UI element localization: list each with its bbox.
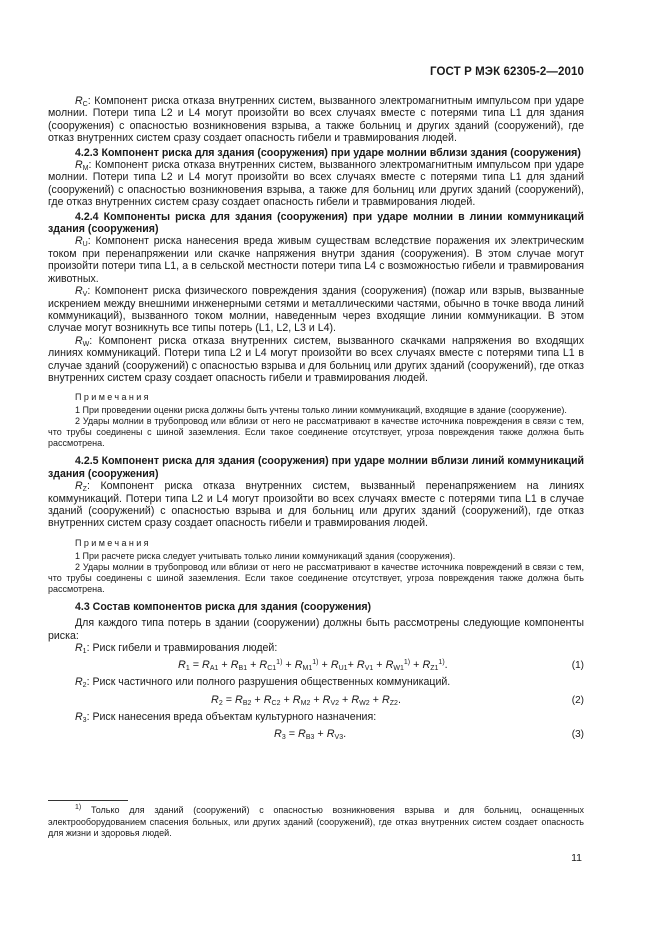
symbol-r: R: [75, 235, 83, 248]
symbol-sub: C: [82, 101, 88, 108]
notes-title: Примечания: [75, 537, 151, 548]
symbol-sub: 2: [82, 682, 87, 690]
symbol-sub: Z: [82, 486, 87, 494]
symbol-r: R: [75, 95, 83, 107]
section-heading-4-2-3: 4.2.3 Компонент риска для здания (сооружения) при ударе молнии вблизи здания (сооружения): [75, 146, 581, 159]
section-heading-4-2-4: 4.2.4 Компоненты риска для здания (сооружения) при ударе молнии в линии коммуникаций здания (сооружения): [48, 210, 584, 236]
paragraph-r2: [48, 676, 584, 688]
equation-1: [48, 656, 584, 674]
paragraph-text: : Компонент риска отказа внутренних систем, вызванного электромагнитным импульсом при ударе молнии. Потери типа L2 и L4 могут произойти во всех случаях вместе с потерями типа L1 для зданий (сооружений) с опасностью возникновения взрыва, а также для больниц или других зданий (сооружений), где отказ внутренних систем сразу создает опасность гибели и травмирования людей.: [48, 159, 584, 209]
symbol-r: R: [75, 642, 83, 654]
paragraph-rc: [48, 95, 584, 145]
paragraph-text: : Риск нанесения вреда объектам культурного назначения:: [86, 710, 377, 723]
paragraph-text: : Компонент риска отказа внутренних систем, вызванный перенапряжением на линиях коммуникаций. Потери типа L2 и L4 могут произойти во всех случаях вместе с потерями типа L1 в случае зданий (сооружений) с опасностью взрыва и для больниц или других зданий (сооружений), где отказ внутренних систем сразу создает опасность гибели и травмирования людей.: [48, 480, 584, 530]
paragraph-rw: [48, 335, 584, 385]
note-item: 2 Удары молнии в трубопровод или вблизи от него не рассматривают в качестве источника повреждения в связи с тем, что трубы соединены с шиной заземления. Если такое соединение отсутствует, угроза повреждения также должна быть рассмотрена.: [48, 416, 584, 449]
paragraph-rv: [48, 285, 584, 335]
equation-number: (1): [571, 660, 584, 672]
paragraph-text: : Компонент риска отказа внутренних систем, вызванного электромагнитным импульсом при ударе молнии. Потери типа L2 и L4 могут произойти во всех случаях вместе с потерями типа L1 для здания (сооружения) с опасностью возникновения взрыва, а также больниц и других зданий (сооружений), где отказ внутренних систем сразу создает опасность гибели и травмирования людей.: [48, 95, 584, 145]
page-number: 11: [571, 852, 582, 864]
note-item: 2 Удары молнии в трубопровод или вблизи от него не рассматривают в качестве источника повреждений в связи с тем, что трубы соединены с шиной заземления. Если такое соединение отсутствует, угроза повреждения также должна быть рассмотрена.: [48, 561, 584, 594]
equation-2: [48, 691, 584, 709]
footnote-mark: 1): [75, 804, 82, 811]
equation-number: (3): [571, 729, 584, 741]
paragraph-rm: [48, 159, 584, 209]
footnote-divider: [48, 800, 128, 801]
paragraph-text: : Компонент риска физического повреждения здания (сооружения) (пожар или взрыв, вызванные искрением между внешними инженерными сетями и металлическими частями, обычно в точке ввода линий коммуникаций), вызванного током молнии, наведенным через входящие линии коммуникации. В этом случае могут возникнуть все типы потерь (L1, L2, L3 и L4).: [48, 285, 584, 335]
equation-number: (2): [571, 694, 584, 706]
paragraph-r3: [48, 711, 584, 723]
symbol-sub: 3: [82, 716, 87, 724]
paragraph-text: : Компонент риска нанесения вреда живым существам вследствие поражения их электрическим током при перенапряжении или скачке напряжения внутри здания (сооружения). В этом случае могут произойти потери типа L1, а в сельской местности потери типа L4 с возможностью гибели и травмирования животных.: [48, 235, 584, 285]
symbol-sub: 1: [82, 648, 87, 655]
equation-expression: $R_3 = R_{B3} + R_{V3}$.: [274, 728, 347, 742]
symbol-r: R: [75, 285, 83, 298]
paragraph-text: : Риск частичного или полного разрушения общественных коммуникаций.: [86, 676, 451, 689]
paragraph-text: : Компонент риска отказа внутренних систем, вызванного скачками напряжения во входящих линиях коммуникаций. Потери типа L2 и L4 могут произойти во всех случаях вместе с потерями типа L1 в случае зданий (сооружений) с опасностью взрыва и для больниц или других зданий (сооружений), где отказ внутренних систем сразу создает опасность гибели и травмирования людей.: [48, 334, 584, 384]
symbol-r: R: [75, 334, 83, 347]
section-heading-4-3: 4.3 Состав компонентов риска для здания (сооружения): [75, 600, 372, 613]
equation-expression: $R_1 = R_{A1} + R_{B1} + R_{C1}^{1)} + R_{M1}^{1)} + R_{U1}+ R_{V1} + R_{W1}^{1)} + R_{Z1}^{1)}$.: [178, 659, 448, 673]
section-heading-4-2-5: 4.2.5 Компонент риска для здания (сооружения) при ударе молнии вблизи линий коммуникаций здания (сооружения): [48, 455, 584, 480]
note-item: 1 При проведении оценки риска должны быть учтены только линии коммуникаций, входящие в здание (сооружение).: [75, 405, 567, 416]
symbol-r: R: [75, 710, 83, 723]
standard-header: ГОСТ Р МЭК 62305-2—2010: [430, 66, 584, 78]
note-item: 1 При расчете риска следует учитывать только линии коммуникаций здания (сооружения).: [75, 550, 456, 561]
symbol-sub: U: [82, 241, 88, 249]
footnote-text: Только для зданий (сооружений) с опасностью возникновения взрыва и для больниц, оснащенных электрооборудованием спасения больных, или других зданий (сооружений), где отказ внутренних систем создает опасность для жизни и здоровья людей.: [48, 805, 584, 838]
page-content: [48, 95, 584, 745]
footnote: [48, 805, 584, 840]
paragraph-r1: [48, 642, 584, 654]
paragraph-rz: [48, 480, 584, 530]
symbol-r: R: [75, 676, 83, 689]
symbol-r: R: [75, 159, 83, 172]
equation-3: [48, 725, 584, 743]
paragraph-text: : Риск гибели и травмирования людей:: [86, 642, 278, 654]
symbol-sub: W: [82, 340, 90, 348]
notes-title: Примечания: [75, 392, 151, 403]
symbol-sub: M: [82, 165, 89, 173]
equation-expression: $R_2 = R_{B2} + R_{C2} + R_{M2} + R_{V2} + R_{W2} + R_{Z2}$.: [211, 693, 401, 707]
paragraph-intro: Для каждого типа потерь в здании (сооружении) должны быть рассмотрены следующие компоненты риска:: [48, 617, 584, 642]
symbol-r: R: [75, 480, 83, 493]
paragraph-ru: [48, 235, 584, 285]
symbol-sub: V: [82, 291, 88, 299]
